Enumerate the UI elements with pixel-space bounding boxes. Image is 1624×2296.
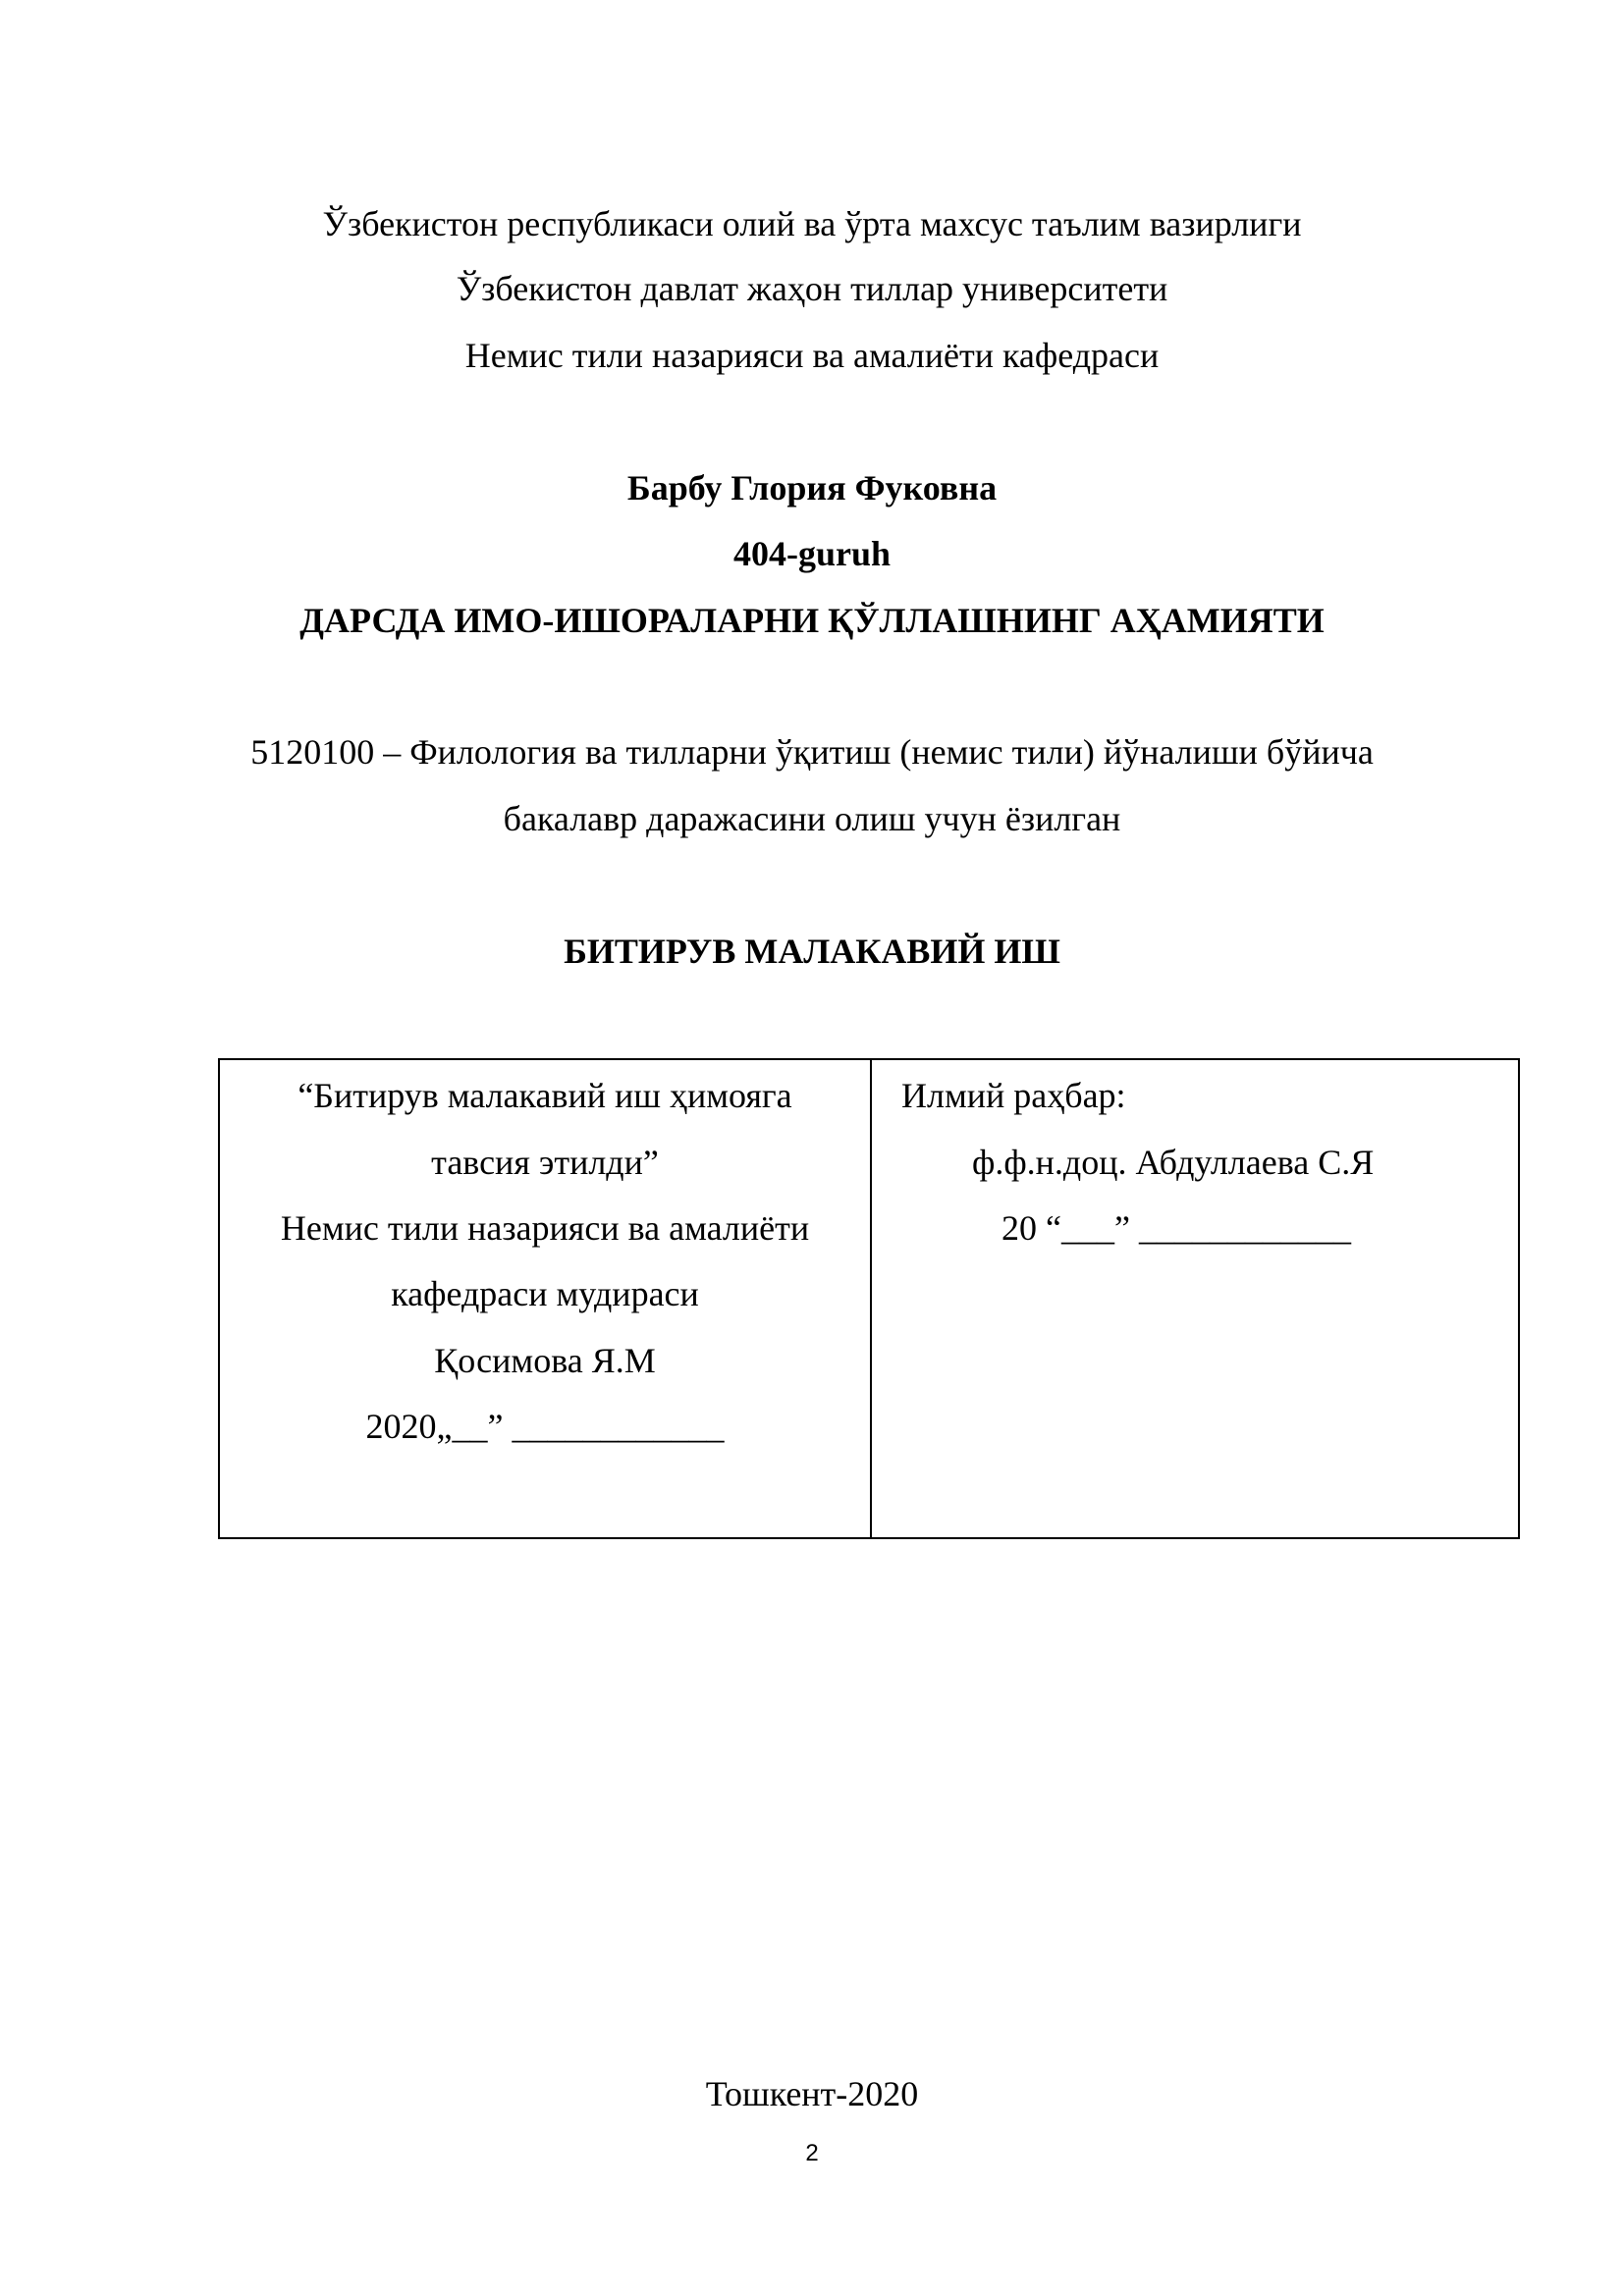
degree-statement-line-1: 5120100 – Филология ва тилларни ўқитиш (немис тили) йўналиши бўйича — [250, 732, 1374, 772]
supervisor-label: Илмий раҳбар: — [901, 1076, 1126, 1115]
ministry-heading: Ўзбекистон республикаси олий ва ўрта махсус таълим вазирлиги — [322, 204, 1302, 243]
page-number: 2 — [805, 2140, 819, 2166]
author-group: 404-guruh — [732, 534, 892, 573]
supervisor-cell — [872, 1060, 1520, 1537]
approval-date-line: 2020„__” ____________ — [365, 1407, 725, 1446]
approval-line-4: кафедраси мудираси — [391, 1274, 699, 1313]
department-heading: Немис тили назарияси ва амалиёти кафедраси — [464, 336, 1160, 375]
thesis-title: ДАРСДА ИМО-ИШОРАЛАРНИ ҚЎЛЛАШНИНГ АҲАМИЯТИ — [299, 601, 1325, 640]
approval-line-3: Немис тили назарияси ва амалиёти — [280, 1208, 810, 1248]
approval-cell — [220, 1060, 870, 1537]
author-name: Барбу Глория Фуковна — [626, 468, 998, 507]
approval-line-1: “Битирув малакавий иш ҳимояга — [298, 1076, 792, 1115]
approval-table — [218, 1058, 1520, 1539]
university-heading: Ўзбекистон давлат жаҳон тиллар университети — [456, 269, 1168, 308]
work-type-heading: БИТИРУВ МАЛАКАВИЙ ИШ — [564, 932, 1060, 971]
supervisor-name: ф.ф.н.доц. Абдуллаева С.Я — [972, 1143, 1375, 1182]
approval-line-2: тавсия этилди” — [431, 1143, 659, 1182]
approval-head-name: Қосимова Я.М — [434, 1341, 656, 1380]
city-year: Тошкент-2020 — [705, 2074, 919, 2113]
degree-statement-line-2: бакалавр даражасини олиш учун ёзилган — [503, 799, 1121, 838]
supervisor-date-line: 20 “___” ____________ — [1001, 1208, 1351, 1248]
